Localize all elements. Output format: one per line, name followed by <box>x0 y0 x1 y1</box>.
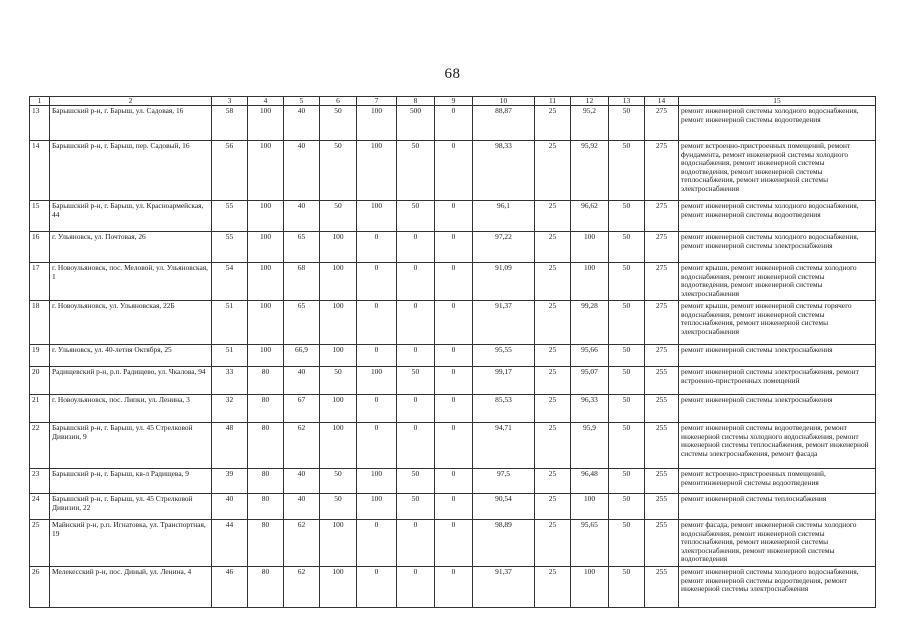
value-cell: 0 <box>397 520 435 567</box>
value-cell: 95,07 <box>571 367 609 395</box>
value-cell: 40 <box>284 494 320 520</box>
works-cell: ремонт инженерной системы теплоснабжения <box>679 494 876 520</box>
value-cell: 50 <box>320 201 357 232</box>
value-cell: 50 <box>320 367 357 395</box>
value-cell: 25 <box>535 141 571 201</box>
column-header: 3 <box>212 97 248 106</box>
value-cell: 25 <box>535 232 571 263</box>
value-cell: 0 <box>357 567 397 608</box>
value-cell: 275 <box>645 345 679 367</box>
value-cell: 80 <box>248 423 284 469</box>
value-cell: 500 <box>397 106 435 141</box>
value-cell: 0 <box>435 201 473 232</box>
table-row <box>30 469 876 494</box>
table-row <box>30 494 876 520</box>
value-cell: 50 <box>609 469 645 494</box>
value-cell: 32 <box>212 395 248 423</box>
value-cell: 0 <box>435 232 473 263</box>
column-header: 9 <box>435 97 473 106</box>
value-cell: 25 <box>535 106 571 141</box>
value-cell: 80 <box>248 567 284 608</box>
value-cell: 99,28 <box>571 301 609 345</box>
value-cell: 56 <box>212 141 248 201</box>
row-number: 22 <box>30 423 50 469</box>
value-cell: 100 <box>357 367 397 395</box>
value-cell: 50 <box>609 423 645 469</box>
address-cell: г. Ульяновск, ул. 40-летия Октября, 25 <box>50 345 212 367</box>
works-cell: ремонт фасада, ремонт инженерной системы холодного водоснабжения, ремонт инженерной системы теплоснабжения, ремонт инженерной системы электроснабжения, ремонт инженерной системы водоотведения <box>679 520 876 567</box>
works-cell: ремонт инженерной системы холодного водоснабжения, ремонт инженерной системы водоотведения, ремонт инженерной системы электроснабжения <box>679 567 876 608</box>
value-cell: 68 <box>284 263 320 301</box>
value-cell: 50 <box>320 106 357 141</box>
value-cell: 100 <box>357 106 397 141</box>
value-cell: 25 <box>535 469 571 494</box>
table-row <box>30 301 876 345</box>
row-number: 23 <box>30 469 50 494</box>
value-cell: 25 <box>535 567 571 608</box>
value-cell: 46 <box>212 567 248 608</box>
row-number: 21 <box>30 395 50 423</box>
row-number: 13 <box>30 106 50 141</box>
value-cell: 0 <box>435 106 473 141</box>
value-cell: 100 <box>320 520 357 567</box>
column-header: 13 <box>609 97 645 106</box>
address-cell: Барышский р-н, г. Барыш, кв-л Радищева, 9 <box>50 469 212 494</box>
value-cell: 40 <box>284 469 320 494</box>
value-cell: 0 <box>357 520 397 567</box>
value-cell: 96,33 <box>571 395 609 423</box>
value-cell: 255 <box>645 395 679 423</box>
value-cell: 25 <box>535 201 571 232</box>
value-cell: 50 <box>609 232 645 263</box>
value-cell: 85,53 <box>473 395 535 423</box>
value-cell: 97,5 <box>473 469 535 494</box>
value-cell: 98,89 <box>473 520 535 567</box>
row-number: 15 <box>30 201 50 232</box>
works-cell: ремонт инженерной системы холодного водоснабжения, ремонт инженерной системы водоотведения <box>679 106 876 141</box>
value-cell: 100 <box>320 567 357 608</box>
address-cell: Барышский р-н, г. Барыш, пер. Садовый, 16 <box>50 141 212 201</box>
value-cell: 50 <box>320 141 357 201</box>
column-header: 10 <box>473 97 535 106</box>
value-cell: 58 <box>212 106 248 141</box>
value-cell: 100 <box>357 469 397 494</box>
value-cell: 44 <box>212 520 248 567</box>
row-number: 16 <box>30 232 50 263</box>
value-cell: 100 <box>320 263 357 301</box>
value-cell: 275 <box>645 141 679 201</box>
value-cell: 50 <box>397 141 435 201</box>
address-cell: Барышский р-н, г. Барыш, ул. 45 Стрелковой Дивизии, 22 <box>50 494 212 520</box>
table-row <box>30 520 876 567</box>
value-cell: 95,92 <box>571 141 609 201</box>
row-number: 18 <box>30 301 50 345</box>
value-cell: 0 <box>397 423 435 469</box>
value-cell: 0 <box>357 423 397 469</box>
value-cell: 100 <box>571 232 609 263</box>
address-cell: Барышский р-н, г. Барыш, ул. 45 Стрелковой Дивизии, 9 <box>50 423 212 469</box>
value-cell: 0 <box>435 141 473 201</box>
value-cell: 55 <box>212 232 248 263</box>
table-row <box>30 567 876 608</box>
value-cell: 90,54 <box>473 494 535 520</box>
column-header: 11 <box>535 97 571 106</box>
value-cell: 275 <box>645 301 679 345</box>
table-row <box>30 141 876 201</box>
value-cell: 62 <box>284 567 320 608</box>
value-cell: 95,65 <box>571 520 609 567</box>
works-cell: ремонт инженерной системы холодного водоснабжения, ремонт инженерной системы водоотведения <box>679 201 876 232</box>
value-cell: 88,87 <box>473 106 535 141</box>
works-cell: ремонт инженерной системы водоотведения, ремонт инженерной системы холодного водоснабжения, ремонт инженерной системы теплоснабжения, ремонт инженерной системы электроснабжения, ремонт фасада <box>679 423 876 469</box>
value-cell: 100 <box>248 301 284 345</box>
value-cell: 0 <box>435 345 473 367</box>
value-cell: 96,1 <box>473 201 535 232</box>
value-cell: 0 <box>357 301 397 345</box>
value-cell: 0 <box>435 520 473 567</box>
value-cell: 91,37 <box>473 567 535 608</box>
column-header: 7 <box>357 97 397 106</box>
row-number: 25 <box>30 520 50 567</box>
value-cell: 100 <box>248 141 284 201</box>
value-cell: 275 <box>645 201 679 232</box>
value-cell: 0 <box>357 345 397 367</box>
works-cell: ремонт инженерной системы электроснабжения <box>679 395 876 423</box>
address-cell: г. Новоульяновск, пос. Меловой, ул. Ульяновская, 1 <box>50 263 212 301</box>
value-cell: 25 <box>535 520 571 567</box>
value-cell: 80 <box>248 469 284 494</box>
works-cell: ремонт инженерной системы холодного водоснабжения, ремонт инженерной системы электроснабжения <box>679 232 876 263</box>
value-cell: 0 <box>397 232 435 263</box>
value-cell: 0 <box>397 567 435 608</box>
value-cell: 97,22 <box>473 232 535 263</box>
header-row <box>30 97 876 106</box>
value-cell: 50 <box>609 345 645 367</box>
value-cell: 91,09 <box>473 263 535 301</box>
column-header: 5 <box>284 97 320 106</box>
value-cell: 100 <box>248 232 284 263</box>
value-cell: 95,9 <box>571 423 609 469</box>
column-header: 12 <box>571 97 609 106</box>
works-cell: ремонт крыши, ремонт инженерной системы горячего водоснабжения, ремонт инженерной системы теплоснабжения, ремонт инженерной системы электроснабжения <box>679 301 876 345</box>
value-cell: 0 <box>397 263 435 301</box>
value-cell: 0 <box>435 301 473 345</box>
value-cell: 255 <box>645 367 679 395</box>
value-cell: 50 <box>397 469 435 494</box>
value-cell: 99,17 <box>473 367 535 395</box>
value-cell: 40 <box>212 494 248 520</box>
value-cell: 95,55 <box>473 345 535 367</box>
value-cell: 100 <box>320 345 357 367</box>
address-cell: г. Ульяновск, ул. Почтовая, 26 <box>50 232 212 263</box>
value-cell: 275 <box>645 106 679 141</box>
row-number: 17 <box>30 263 50 301</box>
value-cell: 100 <box>320 395 357 423</box>
value-cell: 25 <box>535 301 571 345</box>
value-cell: 0 <box>397 301 435 345</box>
address-cell: Барышский р-н, г. Барыш, ул. Красноармейская, 44 <box>50 201 212 232</box>
value-cell: 275 <box>645 232 679 263</box>
address-cell: Майнский р-н, р.п. Игнатовка, ул. Транспортная, 19 <box>50 520 212 567</box>
value-cell: 50 <box>609 494 645 520</box>
value-cell: 80 <box>248 395 284 423</box>
value-cell: 255 <box>645 494 679 520</box>
column-header: 4 <box>248 97 284 106</box>
value-cell: 0 <box>435 395 473 423</box>
value-cell: 80 <box>248 520 284 567</box>
value-cell: 40 <box>284 201 320 232</box>
value-cell: 275 <box>645 263 679 301</box>
value-cell: 25 <box>535 367 571 395</box>
value-cell: 33 <box>212 367 248 395</box>
value-cell: 40 <box>284 141 320 201</box>
value-cell: 0 <box>397 345 435 367</box>
value-cell: 100 <box>571 567 609 608</box>
value-cell: 100 <box>320 423 357 469</box>
value-cell: 40 <box>284 367 320 395</box>
value-cell: 40 <box>284 106 320 141</box>
row-number: 19 <box>30 345 50 367</box>
value-cell: 94,71 <box>473 423 535 469</box>
value-cell: 96,48 <box>571 469 609 494</box>
value-cell: 66,9 <box>284 345 320 367</box>
column-header: 1 <box>30 97 50 106</box>
address-cell: Мелекесский р-н, пос. Диный, ул. Ленина, 4 <box>50 567 212 608</box>
value-cell: 100 <box>320 301 357 345</box>
value-cell: 95,66 <box>571 345 609 367</box>
value-cell: 50 <box>609 367 645 395</box>
value-cell: 100 <box>357 141 397 201</box>
table-row <box>30 106 876 141</box>
address-cell: г. Новоульяновск, пос. Липки, ул. Ленина, 3 <box>50 395 212 423</box>
value-cell: 100 <box>571 494 609 520</box>
value-cell: 0 <box>435 469 473 494</box>
value-cell: 96,62 <box>571 201 609 232</box>
column-header: 15 <box>679 97 876 106</box>
column-header: 14 <box>645 97 679 106</box>
value-cell: 25 <box>535 494 571 520</box>
value-cell: 50 <box>320 469 357 494</box>
column-header: 8 <box>397 97 435 106</box>
table-row <box>30 367 876 395</box>
value-cell: 0 <box>435 567 473 608</box>
address-cell: Барышский р-н, г. Барыш, ул. Садовая, 16 <box>50 106 212 141</box>
value-cell: 51 <box>212 345 248 367</box>
value-cell: 0 <box>435 263 473 301</box>
value-cell: 39 <box>212 469 248 494</box>
value-cell: 25 <box>535 395 571 423</box>
value-cell: 51 <box>212 301 248 345</box>
table-row <box>30 232 876 263</box>
value-cell: 100 <box>320 232 357 263</box>
value-cell: 50 <box>397 494 435 520</box>
table-row <box>30 423 876 469</box>
works-cell: ремонт инженерной системы электроснабжения, ремонт встроенно-пристроенных помещений <box>679 367 876 395</box>
value-cell: 0 <box>357 232 397 263</box>
value-cell: 50 <box>609 520 645 567</box>
value-cell: 80 <box>248 367 284 395</box>
value-cell: 95,2 <box>571 106 609 141</box>
address-cell: Радищевский р-н, р.п. Радищево, ул. Чкалова, 94 <box>50 367 212 395</box>
table-row <box>30 263 876 301</box>
value-cell: 50 <box>609 395 645 423</box>
value-cell: 100 <box>248 263 284 301</box>
value-cell: 67 <box>284 395 320 423</box>
value-cell: 25 <box>535 263 571 301</box>
works-cell: ремонт крыши, ремонт инженерной системы холодного водоснабжения, ремонт инженерной системы водоотведения, ремонт инженерной системы электроснабжения <box>679 263 876 301</box>
value-cell: 100 <box>571 263 609 301</box>
value-cell: 255 <box>645 469 679 494</box>
value-cell: 65 <box>284 301 320 345</box>
value-cell: 50 <box>609 301 645 345</box>
row-number: 20 <box>30 367 50 395</box>
works-cell: ремонт встроенно-пристроенных помещений, ремонт фундамента, ремонт инженерной системы холодного водоснабжения, ремонт инженерной системы водоотведения, ремонт инженерной системы теплоснабжения, ремонт инженерной системы электроснабжения <box>679 141 876 201</box>
table-row <box>30 201 876 232</box>
value-cell: 0 <box>435 494 473 520</box>
value-cell: 50 <box>397 201 435 232</box>
works-cell: ремонт встроенно-пристроенных помещений, ремонтинженерной системы водоотведения <box>679 469 876 494</box>
data-table <box>29 96 876 608</box>
value-cell: 100 <box>248 106 284 141</box>
value-cell: 98,33 <box>473 141 535 201</box>
value-cell: 50 <box>320 494 357 520</box>
value-cell: 255 <box>645 520 679 567</box>
value-cell: 91,37 <box>473 301 535 345</box>
column-header: 6 <box>320 97 357 106</box>
value-cell: 0 <box>435 367 473 395</box>
value-cell: 62 <box>284 423 320 469</box>
value-cell: 50 <box>609 567 645 608</box>
row-number: 26 <box>30 567 50 608</box>
value-cell: 0 <box>357 395 397 423</box>
value-cell: 50 <box>397 367 435 395</box>
value-cell: 62 <box>284 520 320 567</box>
value-cell: 0 <box>357 263 397 301</box>
table-row <box>30 395 876 423</box>
value-cell: 50 <box>609 263 645 301</box>
value-cell: 50 <box>609 201 645 232</box>
value-cell: 100 <box>357 201 397 232</box>
value-cell: 48 <box>212 423 248 469</box>
value-cell: 0 <box>435 423 473 469</box>
value-cell: 50 <box>609 106 645 141</box>
value-cell: 100 <box>248 201 284 232</box>
value-cell: 54 <box>212 263 248 301</box>
value-cell: 100 <box>357 494 397 520</box>
row-number: 24 <box>30 494 50 520</box>
value-cell: 0 <box>397 395 435 423</box>
value-cell: 55 <box>212 201 248 232</box>
column-header: 2 <box>50 97 212 106</box>
value-cell: 25 <box>535 423 571 469</box>
page-number: 68 <box>444 66 461 82</box>
works-cell: ремонт инженерной системы электроснабжения <box>679 345 876 367</box>
value-cell: 255 <box>645 567 679 608</box>
table-row <box>30 345 876 367</box>
value-cell: 100 <box>248 345 284 367</box>
value-cell: 50 <box>609 141 645 201</box>
value-cell: 25 <box>535 345 571 367</box>
value-cell: 80 <box>248 494 284 520</box>
row-number: 14 <box>30 141 50 201</box>
value-cell: 255 <box>645 423 679 469</box>
value-cell: 65 <box>284 232 320 263</box>
address-cell: г. Новоульяновск, ул. Ульяновская, 22Б <box>50 301 212 345</box>
